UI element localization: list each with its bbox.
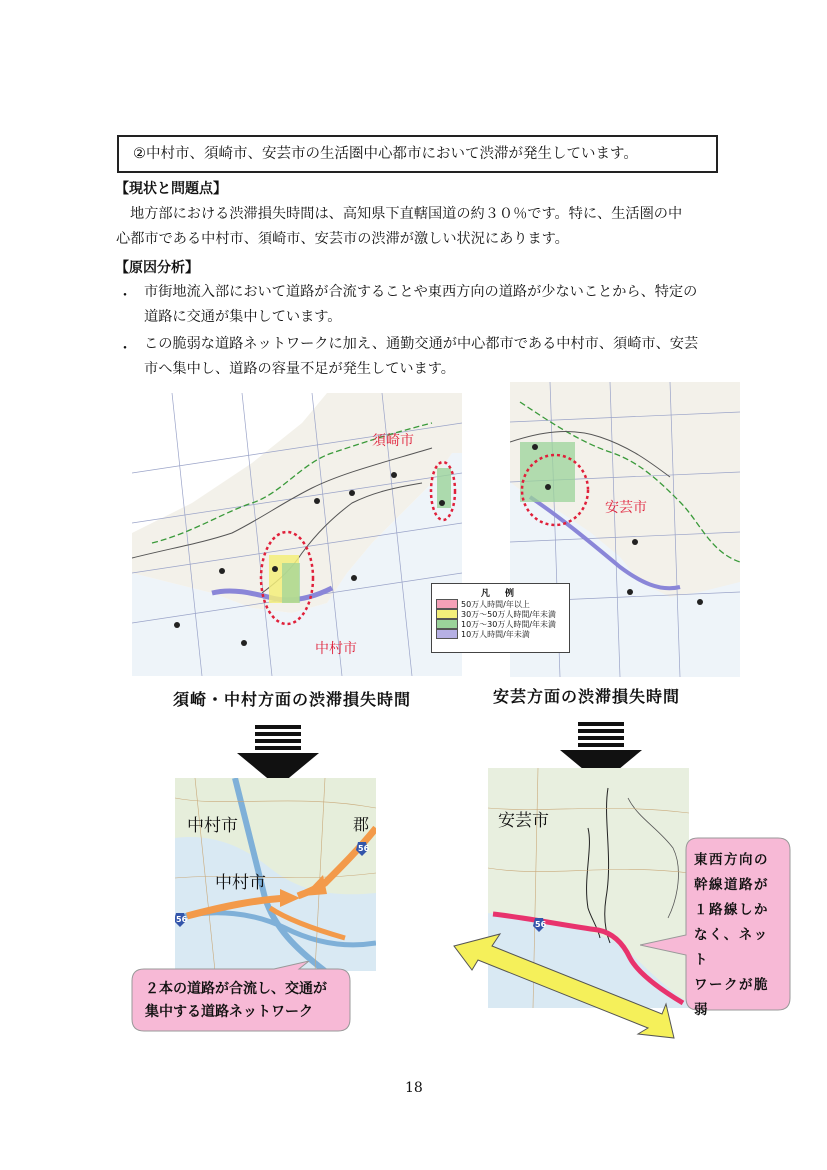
susaki-label: 須崎市: [372, 433, 414, 449]
detail-map-left-graphic: [175, 778, 376, 971]
current-line-2: 心都市である中村市、須崎市、安芸市の渋滞が激しい状況にあります。: [116, 231, 569, 247]
legend-item: [436, 619, 569, 629]
detail-left-center-label: 中村市: [215, 873, 266, 893]
detail-left-city-label: 中村市: [187, 816, 238, 836]
callout-left-bubble: [124, 961, 358, 1036]
analysis-heading: 【原因分析】: [115, 260, 199, 276]
detail-left-district-label: 郡: [353, 815, 370, 834]
bullet-2-line-1: この脆弱な道路ネットワークに加え、通勤交通が中心都市である中村市、須崎市、安芸: [144, 336, 699, 352]
legend-label: 10万～30万人時間/年未満: [461, 619, 557, 629]
route-56-badge-left: 56: [176, 915, 188, 924]
legend-label: 50万人時間/年以上: [461, 599, 530, 609]
legend-label: 10万人時間/年未満: [461, 629, 530, 639]
detail-right-city-label: 安芸市: [498, 811, 549, 831]
current-line-1: 地方部における渋滞損失時間は、高知県下直轄国道の約３０％です。特に、生活圏の中: [130, 206, 683, 222]
legend-item: [436, 629, 569, 639]
headline-text: ②中村市、須崎市、安芸市の生活圏中心都市において渋滞が発生しています。: [133, 146, 638, 162]
callout-right-line: 東西方向の: [694, 852, 769, 868]
nakamura-label: 中村市: [315, 641, 357, 657]
caption-right: 安芸方面の渋滞損失時間: [493, 687, 681, 706]
callout-left-line-2: 集中する道路ネットワーク: [145, 1004, 313, 1020]
legend-swatch: [436, 599, 458, 609]
legend-swatch: [436, 609, 458, 619]
callout-right-line: 幹線道路が: [694, 877, 769, 893]
callout-right-line: 弱: [694, 1002, 709, 1018]
legend-item: [436, 599, 569, 609]
legend-swatch: [436, 619, 458, 629]
aki-label: 安芸市: [605, 500, 647, 516]
legend-title: 凡 例: [480, 589, 521, 599]
route-56-badge-aki: 56: [535, 920, 547, 929]
bullet-1-line-2: 道路に交通が集中しています。: [144, 309, 342, 325]
page-number: 18: [405, 1080, 423, 1096]
bullet-2-marker: ・: [118, 341, 132, 357]
callout-right-line: なく、ネット: [694, 927, 769, 968]
callout-right-line: ワークが脆: [694, 977, 769, 993]
legend-swatch: [436, 629, 458, 639]
legend-label: 30万～50万人時間/年未満: [461, 609, 557, 619]
route-56-badge-right: 56: [358, 844, 370, 853]
susaki-nakamura-overview-map: [132, 393, 462, 676]
caption-left: 須崎・中村方面の渋滞損失時間: [173, 690, 412, 709]
headline-box: [117, 135, 718, 173]
callout-right-text: [694, 848, 780, 1023]
legend-item: [436, 609, 569, 619]
current-heading: 【現状と問題点】: [115, 181, 227, 197]
callout-right-line: １路線しか: [694, 902, 769, 918]
bullet-2-line-2: 市へ集中し、道路の容量不足が発生しています。: [144, 361, 455, 377]
bullet-1-line-1: 市街地流入部において道路が合流することや東西方向の道路が少ないことから、特定の: [144, 284, 698, 300]
nakamura-detail-map: [175, 778, 376, 971]
legend: [431, 583, 570, 653]
bullet-1-marker: ・: [118, 288, 132, 304]
callout-left-line-1: ２本の道路が合流し、交通が: [145, 981, 327, 997]
